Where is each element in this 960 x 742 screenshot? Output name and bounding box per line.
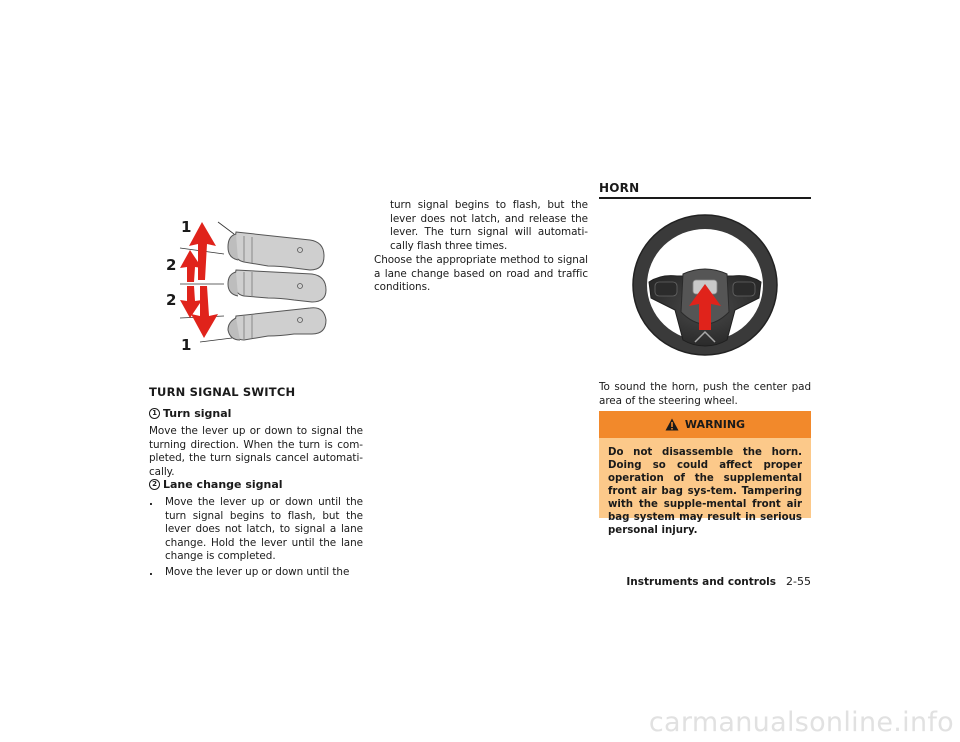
warning-text: Do not disassemble the horn. Doing so could affect proper operation of the supplemental front air bag sys-tem. Tampering with the supple-mental front air bag system may result in serious personal injury. [608, 447, 802, 536]
lane-change-heading [149, 478, 363, 491]
arrow-down-short-icon [180, 286, 202, 318]
callout-2-lower: 2 [166, 291, 177, 309]
warning-label: WARNING [684, 418, 746, 431]
horn-title: HORN [599, 181, 640, 195]
bullet-mark: . [149, 566, 153, 578]
steering-wheel-illustration [631, 214, 779, 359]
number-circle-icon: 1 [149, 408, 160, 419]
horn-paragraph: To sound the horn, push the center pad area of the steering wheel. [599, 381, 811, 407]
watermark-text: carmanualsonline.info [648, 707, 954, 738]
lane-change-bullet-2 [149, 566, 363, 580]
bullet-mark: . [149, 496, 153, 508]
callout-1-top: 1 [181, 218, 192, 236]
warning-header [599, 411, 811, 438]
footer-section-name: Instruments and controls [626, 576, 777, 588]
turn-signal-paragraph: Move the lever up or down to signal the turning direction. When the turn is com-pleted, the turn signals cancel automati-cally. [149, 425, 363, 478]
turn-signal-switch-title: TURN SIGNAL SWITCH [149, 385, 296, 399]
lane-change-heading-text: Lane change signal [163, 478, 283, 491]
horn-title-rule [599, 197, 811, 199]
lever-lower [228, 308, 326, 340]
number-circle-icon: 2 [149, 479, 160, 490]
lever-upper [228, 232, 324, 270]
footer-page-number: 2-55 [786, 575, 811, 588]
turn-signal-heading-text: Turn signal [163, 407, 232, 420]
lane-change-bullet-2-continued: turn signal begins to flash, but the lever does not latch, and release the lever. The turn signal will automati-cally flash three times. [390, 199, 588, 252]
warning-triangle-icon [665, 418, 679, 431]
lane-change-bullet-1 [149, 496, 363, 564]
arrow-down-long-icon [191, 286, 218, 338]
callout-2-upper: 2 [166, 256, 177, 274]
page-footer [626, 575, 811, 588]
lever-middle [228, 270, 326, 302]
bullet-text: Move the lever up or down until the [165, 566, 350, 578]
lane-change-closing-paragraph: Choose the appropriate method to signal a lane change based on road and traffic conditions. [374, 254, 588, 294]
bullet-text: Move the lever up or down until the turn signal begins to flash, but the lever does not latch, to signal a lane change. Hold the lever until the lane change is completed. [165, 496, 363, 563]
warning-box [599, 411, 811, 536]
turn-signal-heading [149, 407, 363, 420]
callout-1-bottom: 1 [181, 336, 192, 354]
